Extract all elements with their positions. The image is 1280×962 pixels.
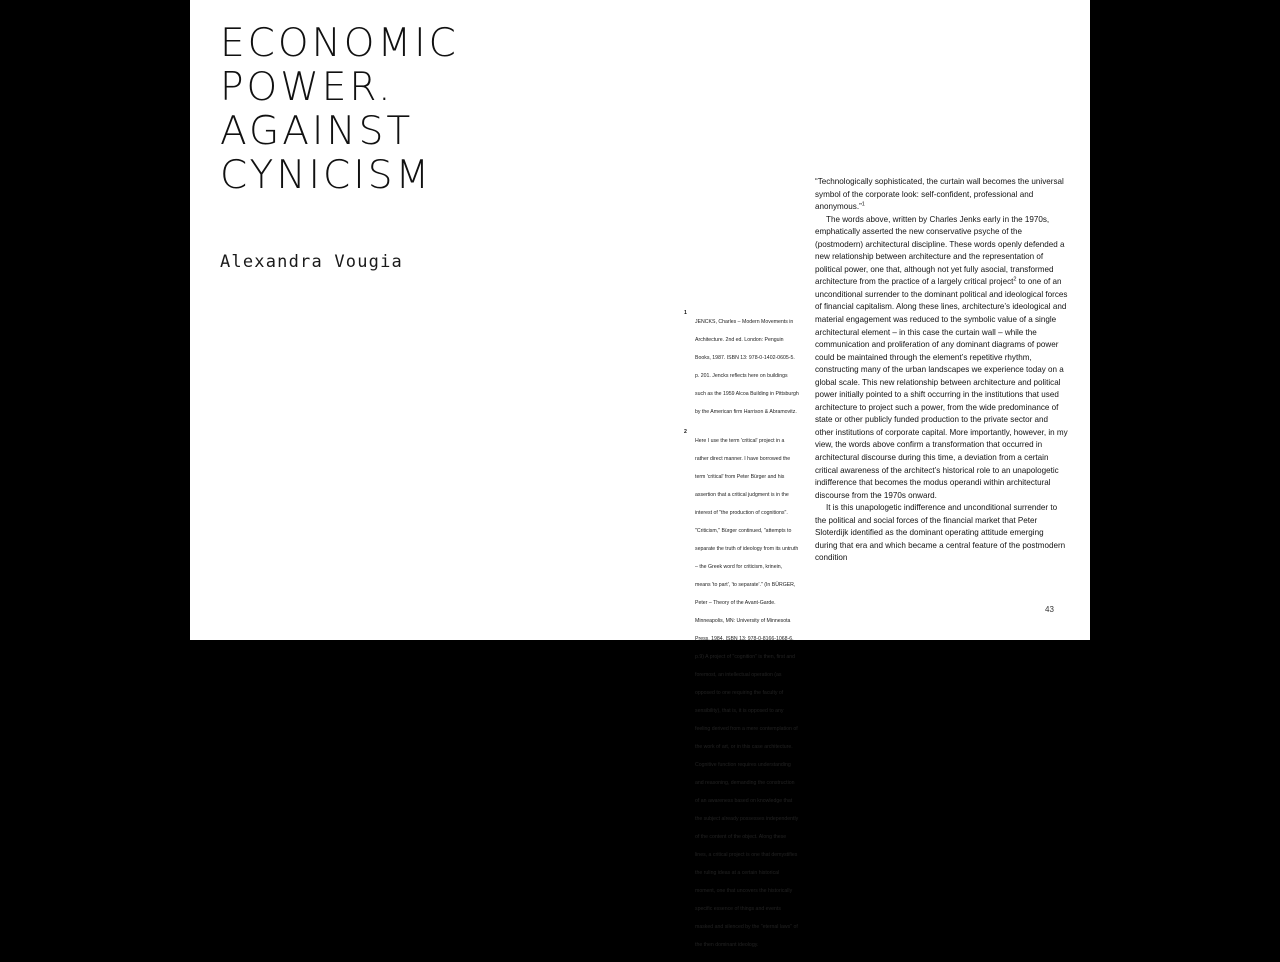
title-line-4: CYNICISM <box>220 153 433 198</box>
body-paragraph: The words above, written by Charles Jenks early in the 1970s, emphatically asserted the new conservative psyche of the (postmodern) architectural discipline. These words openly defended a new relationship between architecture and the representation of political power, one that, although not yet fully asocial, transformed architecture from the practice of a largely critical project$^2$ to one of an unconditional surrender to the dominant political and ideological forces of financial capitalism. Along these lines, architecture’s ideological and material engagement was reduced to the symbolic value of a single architectural element – in this case the curtain wall – while the communication and proliferation of any dominant diagrams of power could be maintained through the element’s repetitive rhythm, constructing many of the urban landscapes we experience today on a global scale. This new relationship between architecture and political power initially pointed to a shift occurring in the institutions that used architecture to project such a power, from the wide predominance of state or other publicly funded production to the private sector and other institutions of corporate capital. More importantly, however, in my view, the words above confirm a transformation that occurred in architectural discourse during this time, a deviation from a certain critical awareness of the architect’s historical role to an unapologetic indifference that becomes the modus operandi within architectural discourse from the 1970s onward. <box>815 214 1068 500</box>
title-line-1: ECONOMIC <box>220 21 459 66</box>
body-paragraph: “Technologically sophisticated, the curtain wall becomes the universal symbol of the corporate look: self-confident, professional and anonymous.”$^1$ <box>815 177 1064 212</box>
body-paragraph: It is this unapologetic indifference and unconditional surrender to the political and social forces of the financial market that Peter Sloterdijk identified as the dominant operating attitude emerging during that era and which became a central feature of the postmodern condition <box>815 503 1066 563</box>
left-page <box>190 0 640 640</box>
footnote-text: Here I use the term 'critical' project in a rather direct manner. I have borrowed the term 'critical' from Peter Bürger and his assertion that a critical judgment is in the interest of "the production of cognitions". "Criticism," Bürger continued, "attempts to separate the truth of ideology from its untruth – the Greek word for criticism, krinein, means 'to part', 'to separate'." (In BÜRGER, Peter – Theory of the Avant-Garde. Minneapolis, MN: University of Minnesota Press, 1984. ISBN 13: 978-0-8166-1068-6. p.9) A project of "cognition" is then, first and foremost, an intellectual operation (as opposed to one requiring the faculty of sensibility), that is, it is opposed to any feeling derived from a mere contemplation of the work of art, or in this case architecture. Cognitive function requires understanding and reasoning, demanding the construction of an awareness based on knowledge that the subject already possesses independently of the content of the object. Along these lines, a critical project is one that demystifies the ruling ideas at a certain historical moment, one that uncovers the historically specific essence of things and events masked and silenced by the "eternal laws" of the then dominant ideology. <box>695 438 799 948</box>
title-line-2: POWER. <box>220 65 394 110</box>
body-text-column <box>815 176 1068 565</box>
page-title <box>220 22 620 198</box>
title-line-3: AGAINST <box>220 109 414 154</box>
footnote-text: JENCKS, Charles – Modern Movements in Architecture. 2nd ed. London: Penguin Books, 1987. ISBN 13: 978-0-1402-0605-5. p. 201. Jencks reflects here on buildings such as the 1959 Alcoa Building in Pittsburgh by the American firm Harrison & Abramovitz. <box>695 319 799 415</box>
author-name: Alexandra Vougia <box>220 252 403 272</box>
footnote-item <box>684 429 799 951</box>
footnote-number: 1 <box>684 310 687 316</box>
footnote-item <box>684 310 799 418</box>
book-spread <box>190 0 1090 948</box>
page-number: 43 <box>1045 605 1054 614</box>
footnote-number: 2 <box>684 429 687 435</box>
footnote-list <box>684 310 799 962</box>
